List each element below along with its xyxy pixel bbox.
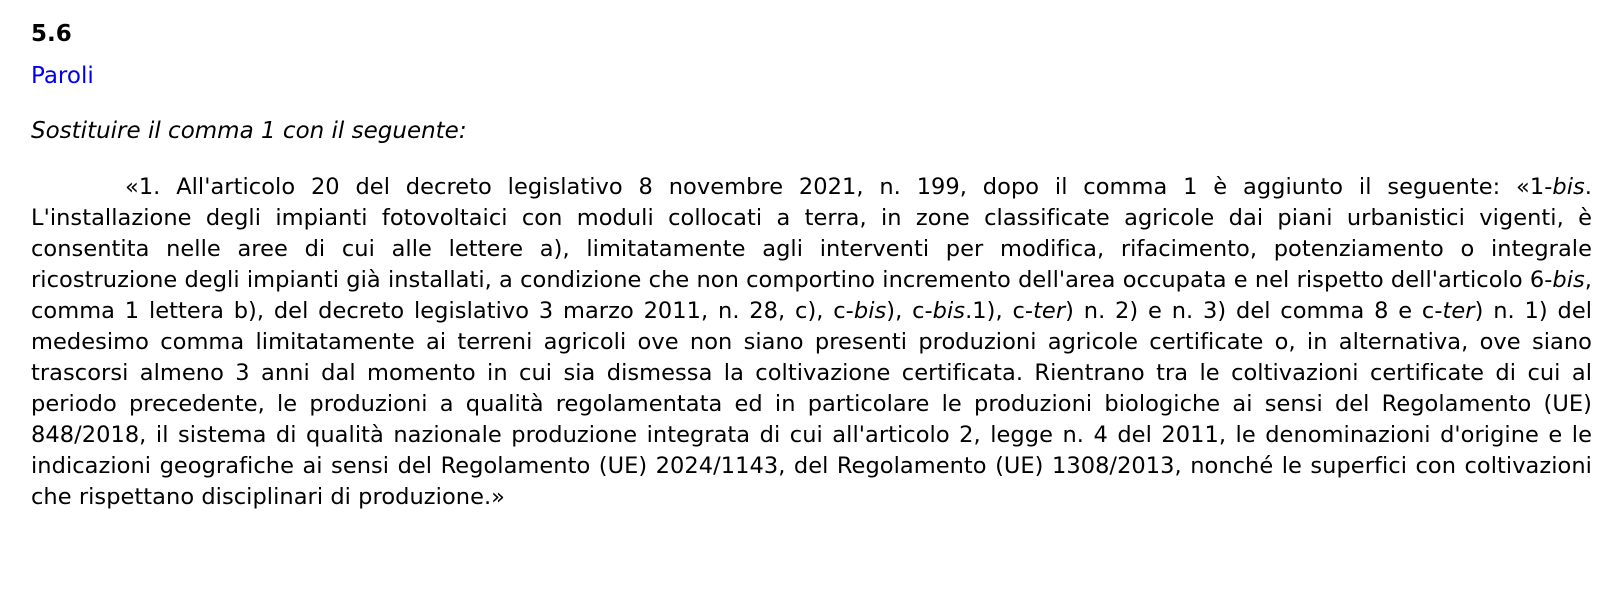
text-italic-bis: bis <box>1552 174 1585 200</box>
text-italic-bis: bis <box>1552 267 1585 293</box>
text-italic-bis: bis <box>853 298 887 324</box>
text-italic-bis: bis <box>932 298 966 324</box>
author-link[interactable]: Paroli <box>31 63 94 89</box>
text-segment: ) n. 2) e n. 3) del comma 8 e c- <box>1065 298 1443 324</box>
text-segment: ), c- <box>886 298 933 324</box>
text-segment: , comma 1 lettera b), del decreto legislativo 3 marzo 2011, n. 28, c), c- <box>31 267 1592 324</box>
text-italic-ter: ter <box>1442 298 1475 324</box>
amendment-number: 5.6 <box>31 21 72 47</box>
text-segment: . L'installazione degli impianti fotovoltaici con moduli collocati a terra, in zone classificate agricole dai piani urbanistici vigenti, è consentita nelle aree di cui alle lettere a), limitatamente agli interventi per modifica, rifacimento, potenziamento o integrale ricostruzione degli impianti già installati, a condizione che non comportino incremento dell'area occupata e nel rispetto dell'articolo 6- <box>31 174 1592 293</box>
text-segment: .1), c- <box>965 298 1034 324</box>
amendment-instruction: Sostituire il comma 1 con il seguente: <box>31 118 467 144</box>
text-segment: ) n. 1) del medesimo comma limitatamente ai terreni agricoli ove non siano presenti produzioni agricole certificate o, in alternativa, ove siano trascorsi almeno 3 anni dal momento in cui sia dismessa la coltivazione certificata. Rientrano tra le coltivazioni certificate di cui al periodo precedente, le produzioni a qualità regolamentata ed in particolare le produzioni biologiche ai sensi del Regolamento (UE) 848/2018, il sistema di qualità nazionale produzione integrata di cui all'articolo 2, legge n. 4 del 2011, le denominazioni d'origine e le indicazioni geografiche ai sensi del Regolamento (UE) 2024/1143, del Regolamento (UE) 1308/2013, nonché le superfici con coltivazioni che rispettano disciplinari di produzione.» <box>31 298 1593 510</box>
amendment-body <box>31 172 1592 513</box>
text-italic-ter: ter <box>1033 298 1066 324</box>
text-segment: «1. All'articolo 20 del decreto legislativo 8 novembre 2021, n. 199, dopo il comma 1 è aggiunto il seguente: «1- <box>125 174 1553 200</box>
